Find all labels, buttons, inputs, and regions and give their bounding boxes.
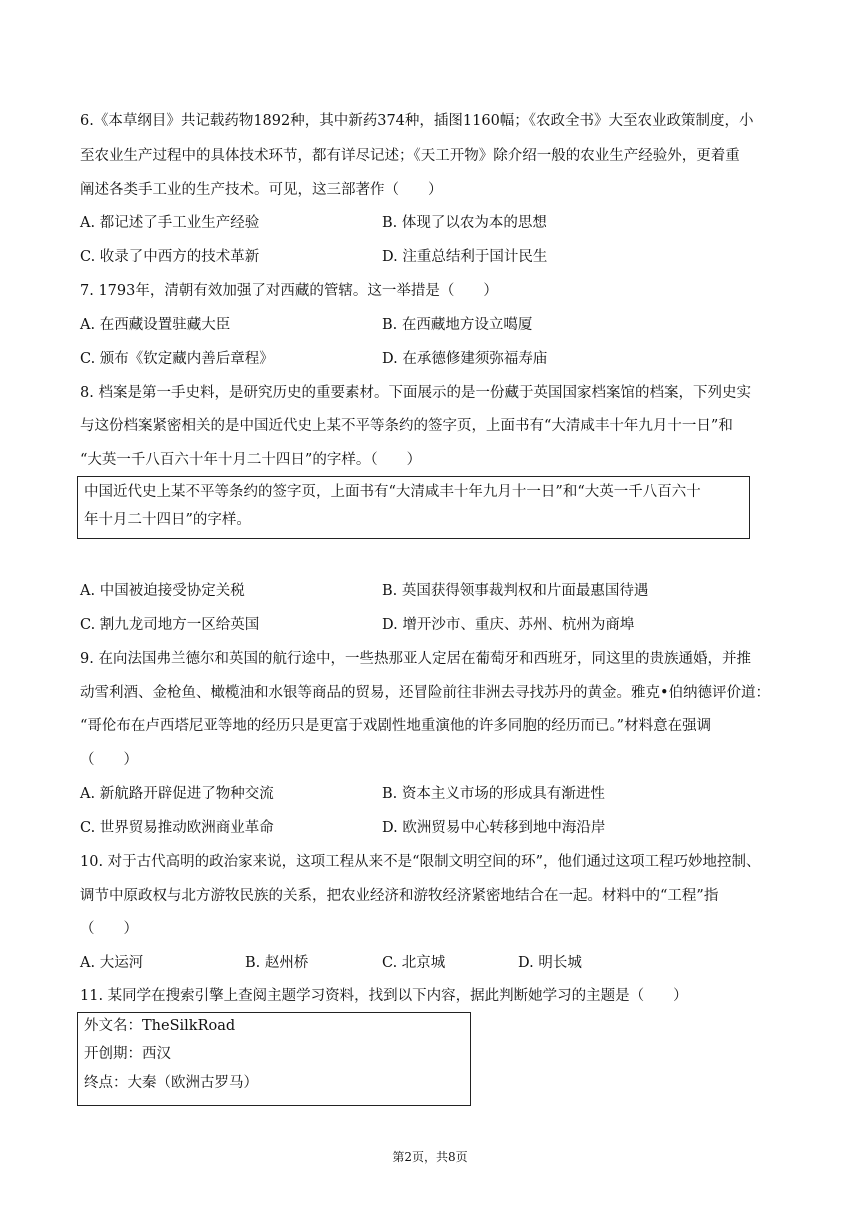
question-11-line-1: 11. 某同学在搜索引擎上查阅主题学习资料，找到以下内容，据此判断她学习的主题是（ ） <box>80 988 688 1004</box>
question-10-option-c: C. 北京城 <box>382 955 446 971</box>
question-10-option-b: B. 赵州桥 <box>245 955 309 971</box>
question-6-option-a: A. 都记述了手工业生产经验 <box>80 215 260 231</box>
question-10-line-3: （ ） <box>80 921 138 937</box>
question-10-option-d: D. 明长城 <box>518 955 582 971</box>
question-11-box-line-3: 终点：大秦（欧洲古罗马） <box>84 1075 258 1091</box>
question-9-line-4: （ ） <box>80 752 138 768</box>
question-8-box-line-2: 年十月二十四日”的字样。 <box>84 512 251 528</box>
question-9-option-a: A. 新航路开辟促进了物种交流 <box>80 786 274 802</box>
question-10-option-a: A. 大运河 <box>80 955 144 971</box>
question-6-option-c: C. 收录了中西方的技术革新 <box>80 249 260 265</box>
question-8-option-d: D. 增开沙市、重庆、苏州、杭州为商埠 <box>382 617 635 633</box>
question-11-box-line-2: 开创期：西汉 <box>84 1046 171 1062</box>
question-8-source-box <box>77 476 750 539</box>
question-9-option-b: B. 资本主义市场的形成具有渐进性 <box>382 786 605 802</box>
question-7-option-a: A. 在西藏设置驻藏大臣 <box>80 317 231 333</box>
question-8-option-c: C. 割九龙司地方一区给英国 <box>80 617 260 633</box>
question-6-line-1: 6.《本草纲目》共记载药物1892种，其中新药374种，插图1160幅；《农政全书》大至农业政策制度，小 <box>80 113 754 129</box>
question-7-option-c: C. 颁布《钦定藏内善后章程》 <box>80 351 274 367</box>
page-footer: 第2页，共8页 <box>392 1150 468 1164</box>
question-7-option-b: B. 在西藏地方设立噶厦 <box>382 317 533 333</box>
question-9-option-d: D. 欧洲贸易中心转移到地中海沿岸 <box>382 820 606 836</box>
question-6-line-2: 至农业生产过程中的具体技术环节，都有详尽记述；《天工开物》除介绍一般的农业生产经验外，更着重 <box>80 148 740 164</box>
question-11-info-box <box>77 1012 471 1106</box>
question-9-line-2: 动雪利酒、金枪鱼、橄榄油和水银等商品的贸易，还冒险前往非洲去寻找苏丹的黄金。雅克•伯纳德评价道： <box>80 685 771 701</box>
question-9-line-1: 9. 在向法国弗兰德尔和英国的航行途中，一些热那亚人定居在葡萄牙和西班牙，同这里的贵族通婚，并推 <box>80 651 751 667</box>
question-11-box-line-1: 外文名：TheSilkRoad <box>84 1018 236 1034</box>
question-7-line-1: 7. 1793年，清朝有效加强了对西藏的管辖。这一举措是（ ） <box>80 283 498 299</box>
question-9-line-3: “哥伦布在卢西塔尼亚等地的经历只是更富于戏剧性地重演他的许多同胞的经历而已。”材料意在强调 <box>80 718 712 734</box>
question-8-option-a: A. 中国被迫接受协定关税 <box>80 583 245 599</box>
question-8-line-3: “大英一千八百六十年十月二十四日”的字样。（ ） <box>80 452 422 468</box>
question-9-option-c: C. 世界贸易推动欧洲商业革命 <box>80 820 274 836</box>
question-6-line-3: 阐述各类手工业的生产技术。可见，这三部著作（ ） <box>80 182 443 198</box>
question-8-line-1: 8. 档案是第一手史料，是研究历史的重要素材。下面展示的是一份藏于英国国家档案馆的档案，下列史实 <box>80 385 751 401</box>
question-8-line-2: 与这份档案紧密相关的是中国近代史上某不平等条约的签字页，上面书有“大清咸丰十年九月十一日”和 <box>80 418 733 434</box>
question-6-option-b: B. 体现了以农为本的思想 <box>382 215 547 231</box>
question-8-option-b: B. 英国获得领事裁判权和片面最惠国待遇 <box>382 583 649 599</box>
question-7-option-d: D. 在承德修建须弥福寿庙 <box>382 351 548 367</box>
question-8-box-line-1: 中国近代史上某不平等条约的签字页，上面书有“大清咸丰十年九月十一日”和“大英一千八百六十 <box>84 484 701 500</box>
question-10-line-2: 调节中原政权与北方游牧民族的关系，把农业经济和游牧经济紧密地结合在一起。材料中的“工程”指 <box>80 888 719 904</box>
question-6-option-d: D. 注重总结利于国计民生 <box>382 249 548 265</box>
question-10-line-1: 10. 对于古代高明的政治家来说，这项工程从来不是“限制文明空间的环”，他们通过这项工程巧妙地控制、 <box>80 854 761 870</box>
